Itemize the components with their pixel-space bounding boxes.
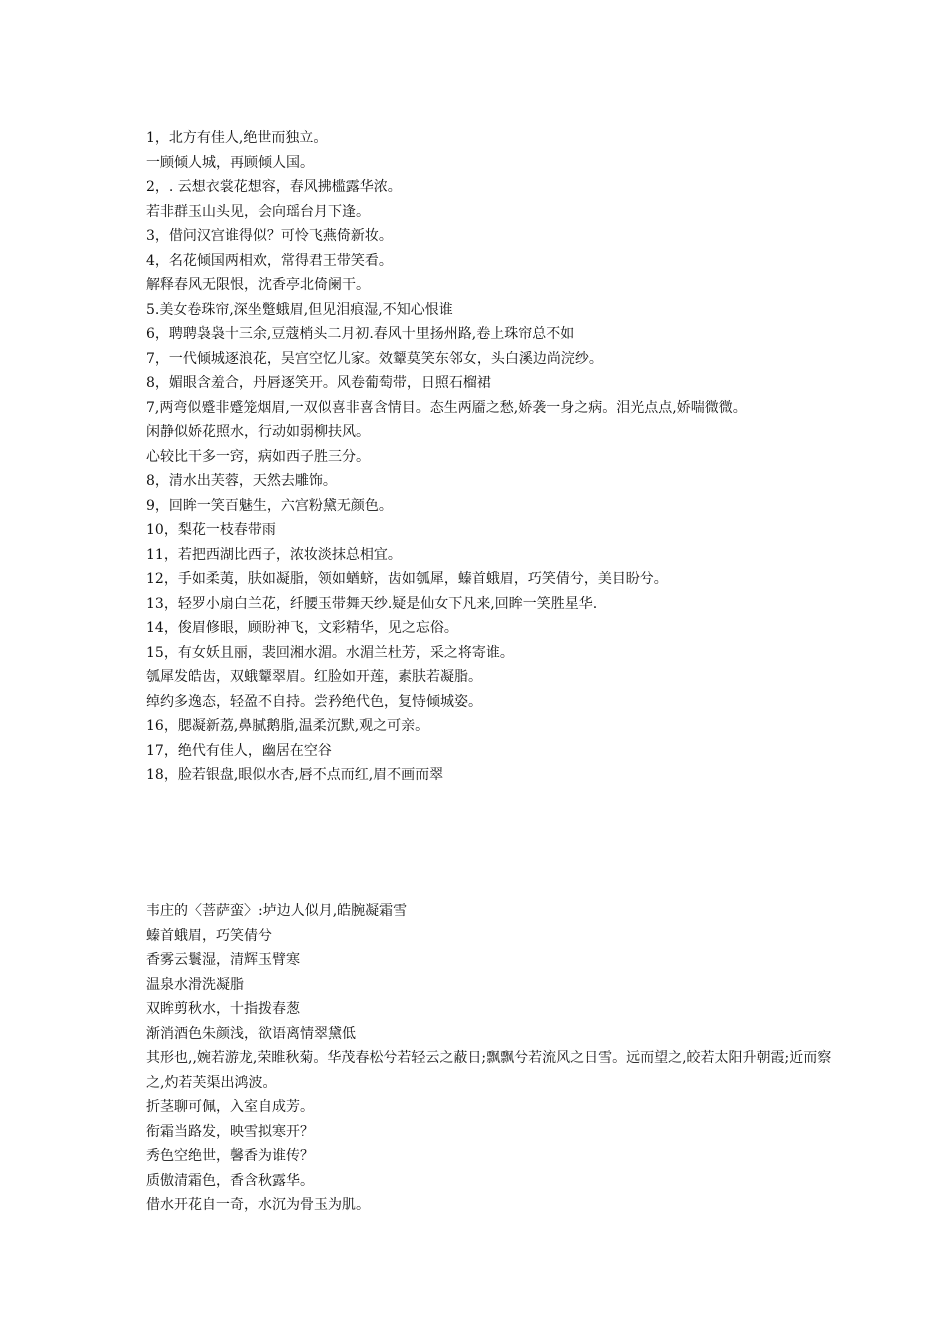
text-line: 15，有女妖且丽，裴回湘水湄。水湄兰杜芳，采之将寄谁。 [146, 644, 514, 661]
text-line: 7，一代倾城逐浪花，吴宫空忆儿家。效颦莫笑东邻女，头白溪边尚浣纱。 [146, 350, 603, 367]
poem-fragment-section [146, 899, 846, 1218]
text-line: 8，媚眼含羞合，丹唇逐笑开。风卷葡萄带，日照石榴裙 [146, 375, 491, 391]
poem-list-section [146, 126, 846, 788]
text-line: 韦庄的〈菩萨蛮〉:垆边人似月,皓腕凝霜雪 [146, 903, 408, 919]
text-paragraph: 7,两弯似蹙非蹙笼烟眉,一双似喜非喜含情目。态生两靥之愁,娇袭一身之病。泪光点点,娇喘微微。 [146, 399, 747, 416]
text-line: 温泉水滑洗凝脂 [146, 976, 244, 993]
text-paragraph: 其形也,,婉若游龙,荣睢秋菊。华茂春松兮若轻云之蔽日;飘飘兮若流风之日雪。远而望之,皎若太阳升朝霞;近而察之,灼若芙渠出鸿波。 [146, 1050, 832, 1091]
text-line: 一顾倾人城，再顾倾人国。 [146, 154, 314, 171]
text-line: 16，腮凝新荔,鼻腻鹅脂,温柔沉默,观之可亲。 [146, 718, 430, 734]
text-line: 17，绝代有佳人，幽居在空谷 [146, 742, 332, 759]
text-line: 14，俊眉修眼，顾盼神飞，文彩精华，见之忘俗。 [146, 620, 458, 636]
text-line: 香雾云鬟湿，清辉玉臂寒 [146, 952, 300, 968]
text-line: 瓠犀发皓齿，双蛾颦翠眉。红脸如开莲，素肤若凝脂。 [146, 669, 482, 685]
text-line: 18，脸若银盘,眼似水杏,唇不点而红,眉不画而翠 [146, 767, 444, 783]
text-line: 3，借问汉宫谁得似？可怜飞燕倚新妆。 [146, 228, 393, 244]
text-line: 2，. 云想衣裳花想容，春风拂槛露华浓。 [146, 179, 402, 195]
text-line: 8，清水出芙蓉，天然去雕饰。 [146, 473, 337, 489]
text-line: 折茎聊可佩，入室自成芳。 [146, 1099, 314, 1115]
text-line: 若非群玉山头见，会向瑶台月下逢。 [146, 203, 370, 220]
text-line: 螓首蛾眉，巧笑倩兮 [146, 927, 272, 944]
text-line: 13，轻罗小扇白兰花，纤腰玉带舞天纱.疑是仙女下凡来,回眸一笑胜星华. [146, 595, 598, 612]
text-line: 秀色空绝世，馨香为谁传？ [146, 1148, 314, 1164]
text-line: 衔霜当路发，映雪拟寒开？ [146, 1123, 314, 1140]
text-line: 心较比干多一窍，病如西子胜三分。 [146, 448, 370, 465]
text-line: 10，梨花一枝春带雨 [146, 522, 276, 538]
text-line: 9，回眸一笑百魅生，六宫粉黛无颜色。 [146, 497, 393, 514]
text-line: 11，若把西湖比西子，浓妆淡抹总相宜。 [146, 546, 402, 563]
text-line: 6，聘聘袅袅十三余,豆蔻梢头二月初.春风十里扬州路,卷上珠帘总不如 [146, 326, 575, 342]
text-line: 双眸剪秋水，十指拨春葱 [146, 1001, 300, 1017]
text-line: 质傲清霜色，香含秋露华。 [146, 1172, 314, 1189]
text-line: 闲静似娇花照水，行动如弱柳扶风。 [146, 424, 370, 440]
text-line: 12，手如柔荑，肤如凝脂，领如蝤蛴，齿如瓠犀，螓首蛾眉，巧笑倩兮，美目盼兮。 [146, 571, 668, 587]
text-line: 4，名花倾国两相欢，常得君王带笑看。 [146, 252, 393, 269]
text-line: 借水开花自一奇，水沉为骨玉为肌。 [146, 1197, 370, 1213]
text-line: 5.美女卷珠帘,深坐蹩蛾眉,但见泪痕湿,不知心恨谁 [146, 301, 453, 318]
text-line: 1，北方有佳人,绝世而独立。 [146, 130, 328, 146]
text-line: 绰约多逸态，轻盈不自持。尝矜绝代色，复恃倾城姿。 [146, 693, 482, 710]
text-line: 解释春风无限恨，沈香亭北倚阑干。 [146, 277, 370, 293]
text-line: 渐消酒色朱颜浅，欲语离情翠黛低 [146, 1025, 356, 1042]
